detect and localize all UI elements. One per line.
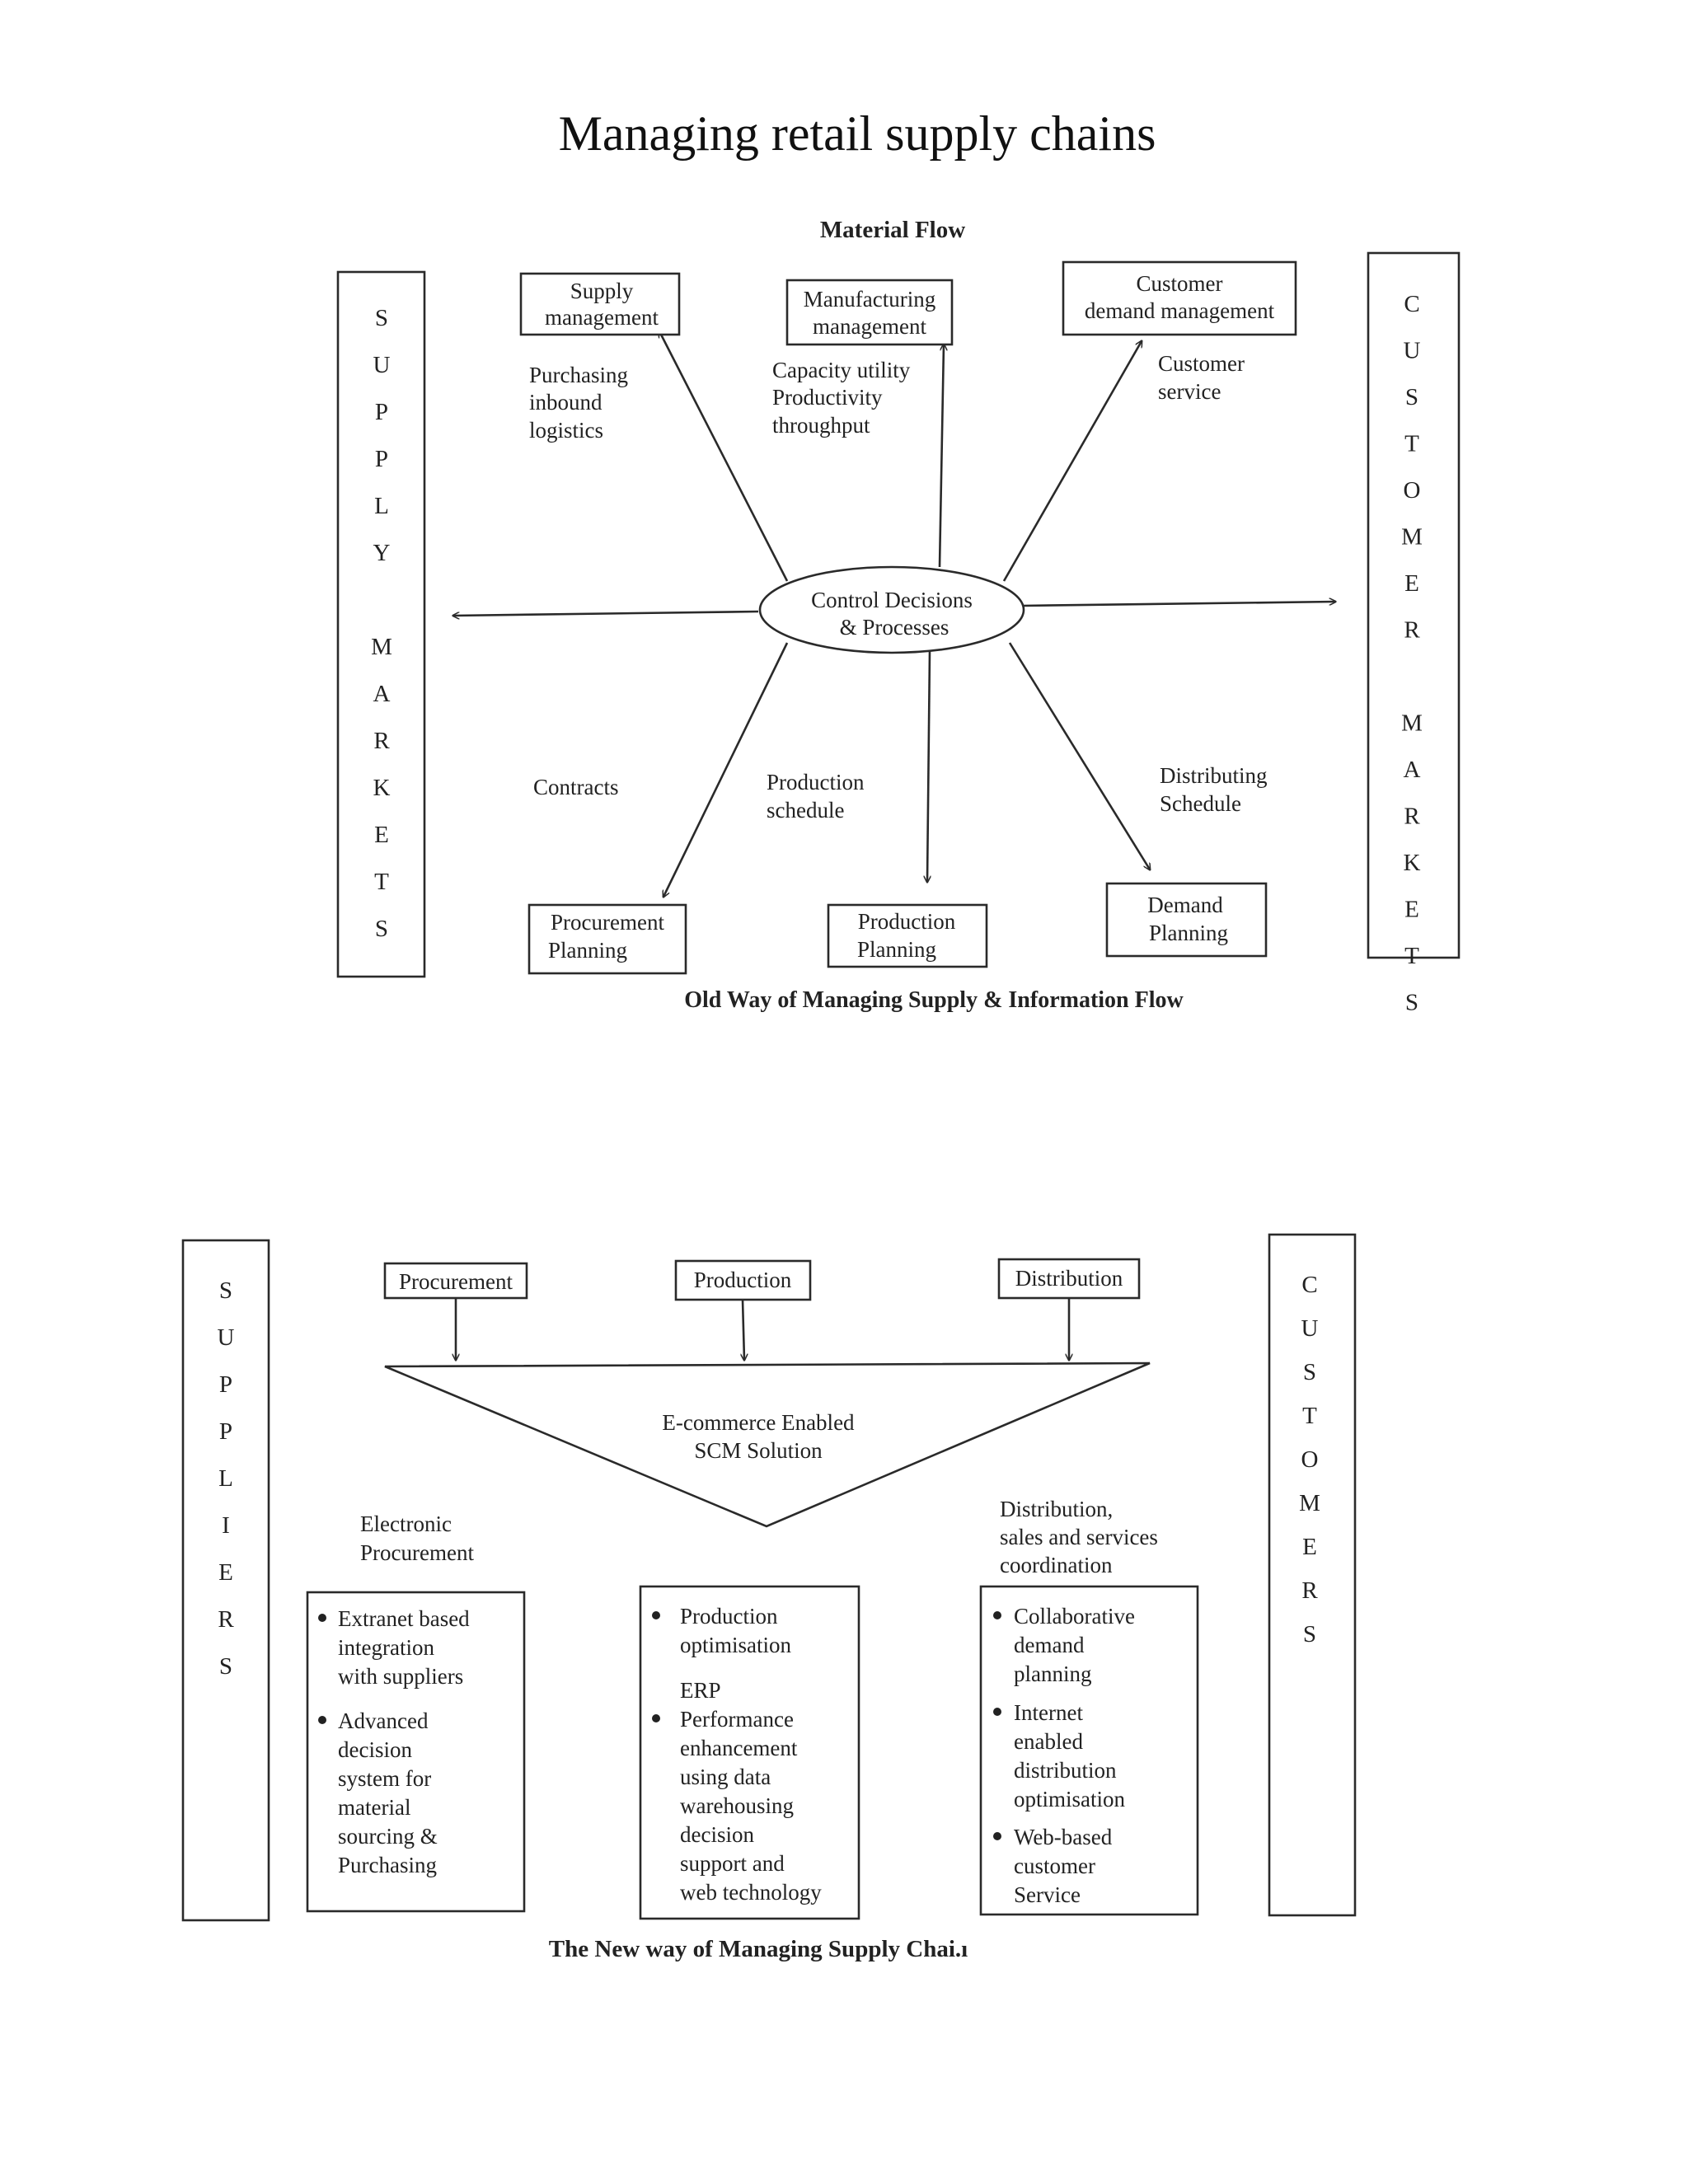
arrow-to-demand-planning [1010, 643, 1150, 869]
distribution-sales-line-3: coordination [1000, 1553, 1113, 1577]
bar-letter: Y [373, 540, 391, 566]
col3-b2-line3: distribution [1014, 1758, 1117, 1783]
page-title: Managing retail supply chains [558, 106, 1156, 161]
procurement-planning-label-2: Planning [547, 938, 628, 963]
bar-letter: S [374, 916, 389, 942]
bar-letter: E [218, 1559, 233, 1586]
bar-letter: T [1404, 943, 1419, 969]
col3-b2-line2: enabled [1014, 1729, 1083, 1754]
bar-letter: T [1404, 430, 1419, 457]
bar-letter: S [374, 305, 389, 331]
col2-b2-line6: support and [680, 1851, 785, 1876]
supply-management-label-2: management [545, 305, 659, 330]
arrow-production-down [743, 1300, 744, 1360]
bar-letter: R [1404, 803, 1420, 830]
distribution-label: Distribution [1015, 1266, 1123, 1291]
bar-letter: S [218, 1277, 233, 1304]
bar-letter: L [374, 493, 389, 519]
purchasing-label [529, 363, 628, 443]
bar-letter: O [1403, 477, 1421, 504]
col3-b2-line4: optimisation [1014, 1787, 1125, 1811]
procurement-planning-label-1: Procurement [551, 910, 664, 935]
purchasing-line-3: logistics [529, 418, 604, 443]
bar-letter: E [1404, 896, 1419, 923]
bar-letter: P [374, 399, 389, 425]
distributing-line-2: Schedule [1160, 791, 1241, 816]
bar-letter: T [1302, 1403, 1317, 1429]
distribution-sales-line-1: Distribution, [1000, 1497, 1114, 1521]
bar-letter: K [1403, 850, 1421, 876]
bar-letter: U [373, 352, 391, 378]
customer-demand-label-1: Customer [1136, 271, 1223, 296]
purchasing-line-2: inbound [529, 390, 603, 415]
electronic-label-2: Procurement [360, 1540, 474, 1565]
bar-letter: R [1301, 1577, 1318, 1604]
arrow-to-production-planning [927, 651, 930, 882]
bar-letter: U [1301, 1315, 1319, 1342]
arrow-to-supply-markets [453, 612, 758, 616]
suppliers-letters [218, 1277, 235, 1680]
manufacturing-label-1: Manufacturing [803, 287, 936, 312]
bar-letter: S [1302, 1621, 1317, 1647]
old-way-diagram [338, 217, 1459, 1016]
col1-b1-line3: with suppliers [338, 1664, 464, 1689]
col3-b2-line1: Internet [1014, 1700, 1083, 1725]
col1-b1-line1: Extranet based [338, 1606, 470, 1631]
bar-letter: S [1302, 1359, 1317, 1385]
col2-b2-line4: warehousing [680, 1793, 794, 1818]
bar-letter: R [1404, 616, 1420, 644]
customers-letters [1299, 1272, 1320, 1647]
bar-letter: M [1401, 710, 1423, 737]
bar-letter: E [1302, 1534, 1317, 1560]
bar-letter: C [1404, 291, 1420, 317]
bar-letter: E [1404, 570, 1419, 597]
bar-letter: A [1403, 757, 1421, 783]
bar-letter: P [218, 1418, 233, 1445]
bar-letter: C [1301, 1272, 1318, 1298]
col3-b1-line1: Collaborative [1014, 1604, 1135, 1629]
bar-letter: M [1299, 1490, 1320, 1516]
contracts-label: Contracts [533, 775, 619, 799]
col2-b2-line7: web technology [680, 1880, 822, 1905]
col1-b2-line4: material [338, 1795, 411, 1820]
distribution-sales-line-2: sales and services [1000, 1525, 1158, 1549]
purchasing-line-1: Purchasing [529, 363, 628, 387]
bar-letter: A [373, 681, 391, 707]
bar-letter: P [218, 1371, 233, 1398]
bar-letter: T [374, 869, 389, 895]
col2-b1-line1: Production [680, 1604, 778, 1629]
distributing-line-1: Distributing [1160, 763, 1268, 788]
col1-b2-line3: system for [338, 1766, 432, 1791]
arrow-to-manufacturing [940, 344, 944, 567]
bar-letter: S [1404, 384, 1419, 410]
bar-letter: S [1404, 989, 1419, 1016]
arrow-to-supply-management [659, 331, 787, 581]
col2-b2-line3: using data [680, 1765, 771, 1789]
manufacturing-label-2: management [813, 314, 926, 339]
bar-letter: I [222, 1512, 230, 1539]
customer-service-line-2: service [1158, 379, 1221, 404]
col3-b1-line2: demand [1014, 1633, 1085, 1657]
col1-b2-line6: Purchasing [338, 1853, 437, 1877]
bar-letter: L [218, 1465, 233, 1492]
capacity-line-2: Productivity [772, 385, 883, 410]
bar-letter: M [1401, 523, 1423, 551]
col3-b3-line1: Web-based [1014, 1825, 1113, 1849]
distributing-schedule-label [1160, 763, 1268, 816]
col2-b2-line5: decision [680, 1822, 754, 1847]
bar-letter: U [217, 1324, 235, 1351]
col1-b1-line2: integration [338, 1635, 434, 1660]
col2-b2-line2: enhancement [680, 1736, 798, 1760]
bar-letter: E [374, 822, 389, 848]
electronic-label-1: Electronic [360, 1511, 452, 1536]
capacity-line-3: throughput [772, 413, 870, 438]
col2-b1-line2: optimisation [680, 1633, 791, 1657]
customer-demand-label-2: demand management [1084, 298, 1275, 323]
production-planning-label-1: Production [857, 909, 956, 934]
supply-management-label-1: Supply [570, 279, 634, 303]
col3-b1-line3: planning [1014, 1661, 1092, 1686]
control-decisions-label-1: Control Decisions [811, 588, 973, 612]
old-way-caption: Old Way of Managing Supply & Information Flow [684, 987, 1184, 1013]
col2-b2-line1: Performance [680, 1707, 794, 1732]
col2-erp: ERP [680, 1678, 721, 1703]
ecommerce-label-1: E-commerce Enabled [662, 1410, 855, 1435]
demand-planning-label-1: Demand [1147, 893, 1223, 917]
bar-letter: K [373, 775, 391, 801]
bar-letter: P [374, 446, 389, 472]
col1-b2-line5: sourcing & [338, 1824, 438, 1849]
material-flow-header: Material Flow [819, 217, 966, 243]
ecommerce-label-2: SCM Solution [694, 1438, 823, 1463]
col3-b3-line2: customer [1014, 1854, 1095, 1878]
capacity-label [772, 358, 911, 438]
arrow-to-customer-markets [1022, 602, 1335, 606]
capacity-line-1: Capacity utility [772, 358, 911, 382]
production-schedule-line-1: Production [767, 770, 865, 794]
procurement-label: Procurement [399, 1269, 513, 1294]
production-schedule-label [767, 770, 865, 823]
new-way-diagram [183, 1235, 1355, 1962]
customer-service-line-1: Customer [1158, 351, 1245, 376]
bar-letter: R [373, 728, 390, 754]
control-decisions-label-2: & Processes [839, 615, 950, 640]
bar-letter: U [1403, 337, 1421, 364]
customer-service-label [1158, 351, 1245, 404]
col3-b3-line3: Service [1014, 1882, 1081, 1907]
bar-letter: R [218, 1606, 234, 1633]
bar-letter: M [371, 634, 392, 660]
new-way-caption: The New way of Managing Supply Chai.ı [548, 1936, 968, 1962]
col1-b2-line1: Advanced [338, 1708, 429, 1733]
demand-planning-label-2: Planning [1148, 921, 1229, 945]
arrow-to-customer-demand [1004, 341, 1142, 581]
bar-letter: S [218, 1653, 233, 1680]
bar-letter: O [1301, 1446, 1319, 1473]
production-label: Production [693, 1268, 792, 1292]
production-planning-label-2: Planning [856, 937, 937, 962]
production-schedule-line-2: schedule [767, 798, 845, 823]
col1-b2-line2: decision [338, 1737, 412, 1762]
